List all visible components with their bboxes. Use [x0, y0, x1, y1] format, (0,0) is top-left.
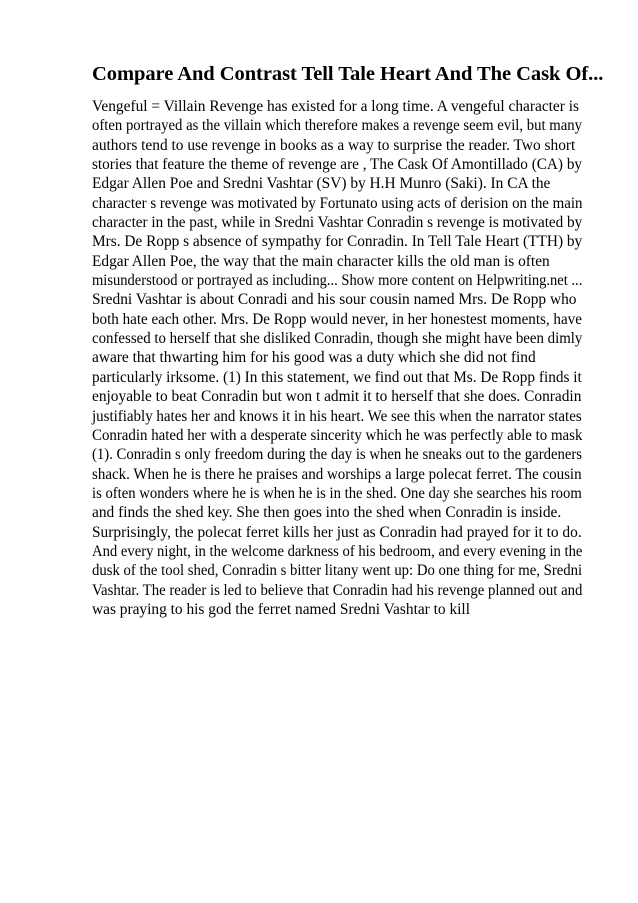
document-body	[92, 97, 582, 619]
body-line: enjoyable to beat Conradin but won t admit it to herself that she does. Conradin	[92, 388, 582, 406]
body-line: And every night, in the welcome darkness of his bedroom, and every evening in the	[92, 542, 583, 560]
body-line: (1). Conradin s only freedom during the day is when he sneaks out to the gardeners	[92, 446, 583, 464]
body-line: character in the past, while in Sredni Vashtar Conradin s revenge is motivated by	[92, 214, 583, 232]
body-line: justifiably hates her and knows it in his heart. We see this when the narrator states	[92, 407, 582, 425]
body-line: confessed to herself that she disliked Conradin, though she might have been dimly	[92, 330, 583, 348]
body-line: both hate each other. Mrs. De Ropp would never, in her honestest moments, have	[92, 310, 582, 328]
body-line: Mrs. De Ropp s absence of sympathy for Conradin. In Tell Tale Heart (TTH) by	[92, 233, 583, 251]
body-line: shack. When he is there he praises and worships a large polecat ferret. The cousin	[92, 465, 582, 483]
body-line: misunderstood or portrayed as including... Show more content on Helpwriting.net ...	[92, 272, 583, 290]
body-line: often portrayed as the villain which therefore makes a revenge seem evil, but many	[92, 117, 582, 135]
body-line: Edgar Allen Poe and Sredni Vashtar (SV) by H.H Munro (Saki). In CA the	[92, 175, 551, 193]
body-line: is often wonders where he is when he is in the shed. One day she searches his room	[92, 484, 582, 502]
body-line: Edgar Allen Poe, the way that the main character kills the old man is often	[92, 252, 550, 270]
body-line: authors tend to use revenge in books as a way to surprise the reader. Two short	[92, 136, 576, 154]
body-line: Surprisingly, the polecat ferret kills her just as Conradin had prayed for it to do.	[92, 523, 582, 541]
document-title: Compare And Contrast Tell Tale Heart And The Cask Of...	[92, 63, 604, 85]
body-line: dusk of the tool shed, Conradin s bitter litany went up: Do one thing for me, Sredni	[92, 562, 583, 580]
body-line: character s revenge was motivated by Fortunato using acts of derision on the main	[92, 194, 583, 212]
body-line: was praying to his god the ferret named Sredni Vashtar to kill	[92, 600, 470, 618]
body-line: Sredni Vashtar is about Conradi and his sour cousin named Mrs. De Ropp who	[92, 291, 577, 309]
body-line: Conradin hated her with a desperate sincerity which he was perfectly able to mask	[92, 426, 583, 444]
body-line: stories that feature the theme of revenge are , The Cask Of Amontillado (CA) by	[92, 156, 583, 174]
body-line: aware that thwarting him for his good was a duty which she did not find	[92, 349, 536, 367]
body-line: Vashtar. The reader is led to believe that Conradin had his revenge planned out and	[92, 581, 583, 599]
body-line: and finds the shed key. She then goes into the shed when Conradin is inside.	[92, 504, 562, 522]
body-line: Vengeful = Villain Revenge has existed for a long time. A vengeful character is	[92, 98, 579, 115]
body-line: particularly irksome. (1) In this statement, we find out that Ms. De Ropp finds it	[92, 368, 582, 386]
